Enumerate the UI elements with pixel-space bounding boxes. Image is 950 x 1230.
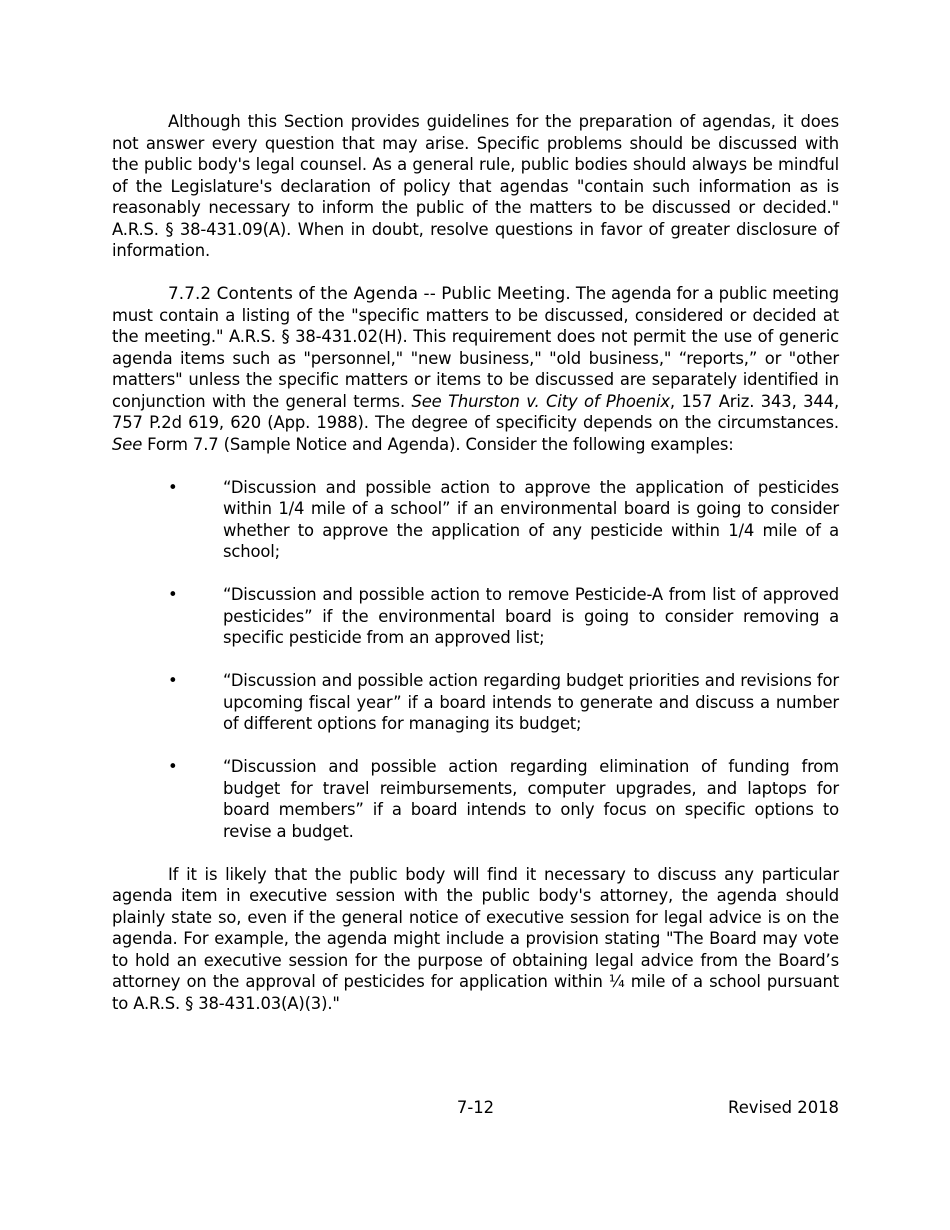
list-item: [112, 756, 839, 842]
list-item: [112, 584, 839, 649]
section-paragraph: [112, 283, 839, 455]
list-item-text: “Discussion and possible action to approve the application of pesticides within 1/4 mile of a school” if an environmental board is going to consider whether to approve the application of any pesticide within 1/4 mile of a school;: [223, 477, 839, 561]
case-citation: See Thurston v. City of Phoenix: [411, 391, 670, 411]
examples-list: [112, 477, 839, 843]
list-item-text: “Discussion and possible action regarding budget priorities and revisions for upcoming fiscal year” if a board intends to generate and discuss a number of different options for managing its budget;: [223, 671, 839, 733]
bullet-icon: •: [168, 671, 178, 690]
document-page: [112, 111, 839, 1014]
section-heading: 7.7.2 Contents of the Agenda -- Public Meeting.: [168, 283, 571, 303]
section-text-1: The agenda for a public meeting must contain a listing of the "specific matters to be discussed, considered or decided at the meeting." A.R.S. § 38-431.02(H). This requirement does not permit the use of generic agenda items such as "personnel," "new business," "old business," “reports,” or "other matters" unless the specific matters or items to be discussed are separately identified in conjunction with the general terms.: [112, 284, 839, 411]
list-item-text: “Discussion and possible action regarding elimination of funding from budget for travel reimbursements, computer upgrades, and laptops for board members” if a board intends to only focus on specific options to revise a budget.: [223, 757, 839, 841]
list-item-text: “Discussion and possible action to remove Pesticide-A from list of approved pesticides” if the environmental board is going to consider removing a specific pesticide from an approved list;: [223, 585, 839, 647]
bullet-icon: •: [168, 757, 178, 776]
see-signal: See: [112, 434, 143, 454]
closing-paragraph: If it is likely that the public body will find it necessary to discuss any particular agenda item in executive session with the public body's attorney, the agenda should plainly state so, even if the general notice of executive session for legal advice is on the agenda. For example, the agenda might include a provision stating "The Board may vote to hold an executive session for the purpose of obtaining legal advice from the Board’s attorney on the approval of pesticides for application within ¼ mile of a school pursuant to A.R.S. § 38-431.03(A)(3).": [112, 864, 839, 1013]
intro-paragraph: Although this Section provides guidelines for the preparation of agendas, it does not answer every question that may arise. Specific problems should be discussed with the public body's legal counsel. As a general rule, public bodies should always be mindful of the Legislature's declaration of policy that agendas "contain such information as is reasonably necessary to inform the public of the matters to be discussed or decided." A.R.S. § 38-431.09(A). When in doubt, resolve questions in favor of greater disclosure of information.: [112, 112, 839, 260]
list-item: [112, 477, 839, 563]
list-item: [112, 670, 839, 735]
section-text-2: , 157 Ariz. 343, 344, 757 P.2d 619, 620 (App. 1988). The degree of specificity depends on the circumstances.: [112, 391, 840, 432]
bullet-icon: •: [168, 477, 178, 497]
page-number: 7-12: [456, 1098, 495, 1117]
section-text-3: Form 7.7 (Sample Notice and Agenda). Consider the following examples:: [142, 434, 734, 454]
revision-label: Revised 2018: [728, 1098, 839, 1117]
bullet-icon: •: [168, 585, 178, 604]
